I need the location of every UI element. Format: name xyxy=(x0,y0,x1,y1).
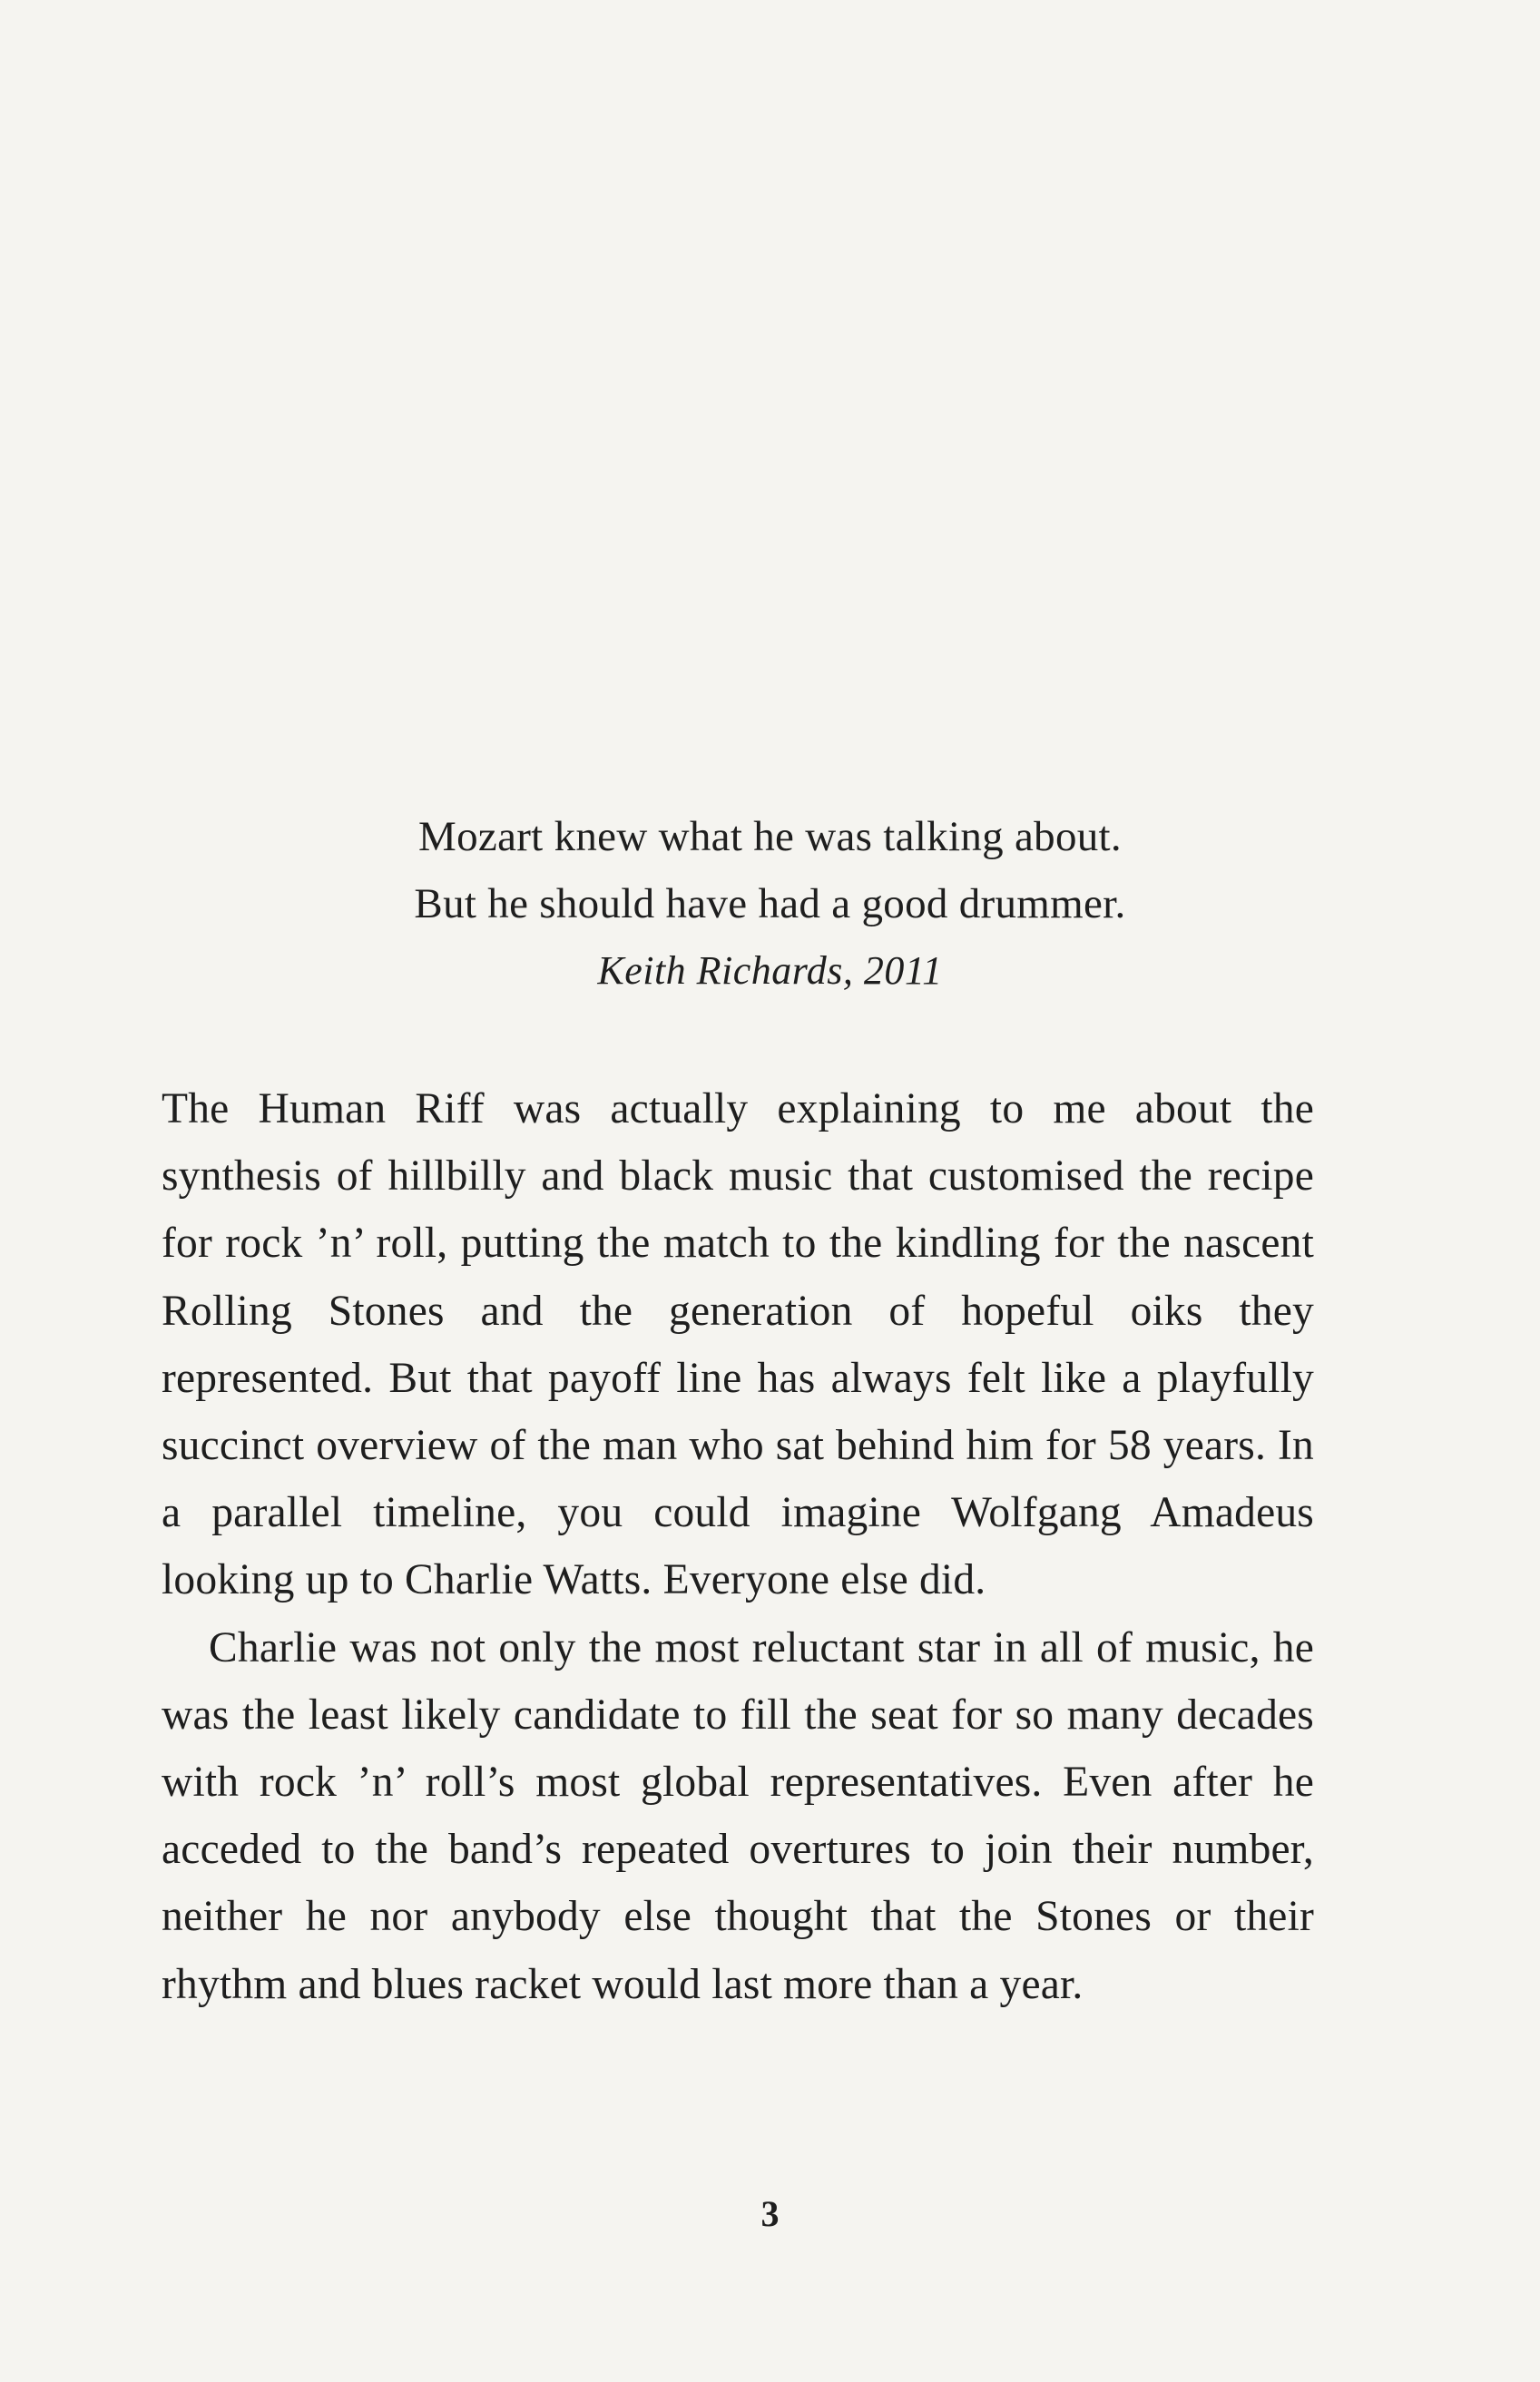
body-text xyxy=(162,1075,1314,2018)
page-number: 3 xyxy=(760,2193,780,2234)
epigraph-attribution: Keith Richards, 2011 xyxy=(597,948,943,993)
paragraph-1: The Human Riff was actually explaining to me about the synthesis of hillbilly and black music that customised the recipe for rock ’n’ roll, putting the match to the kindling for the nascent Rolling Stones and the generation of hopeful oiks they represented. But that payoff line has always felt like a playfully succinct overview of the man who sat behind him for 58 years. In a parallel timeline, you could imagine Wolfgang Amadeus looking up to Charlie Watts. Everyone else did. xyxy=(162,1085,1314,1604)
paragraph-2: Charlie was not only the most reluctant star in all of music, he was the least likely candidate to fill the seat for so many decades with rock ’n’ roll’s most global representatives. Even after he acceded to the band’s repeated overtures to join their number, neither he nor anybody else thought that the Stones or their rhythm and blues racket would last more than a year. xyxy=(162,1623,1314,2008)
epigraph-line-1: Mozart knew what he was talking about. xyxy=(418,813,1122,860)
epigraph-line-2: But he should have had a good drummer. xyxy=(414,880,1126,927)
epigraph xyxy=(0,803,1540,1005)
